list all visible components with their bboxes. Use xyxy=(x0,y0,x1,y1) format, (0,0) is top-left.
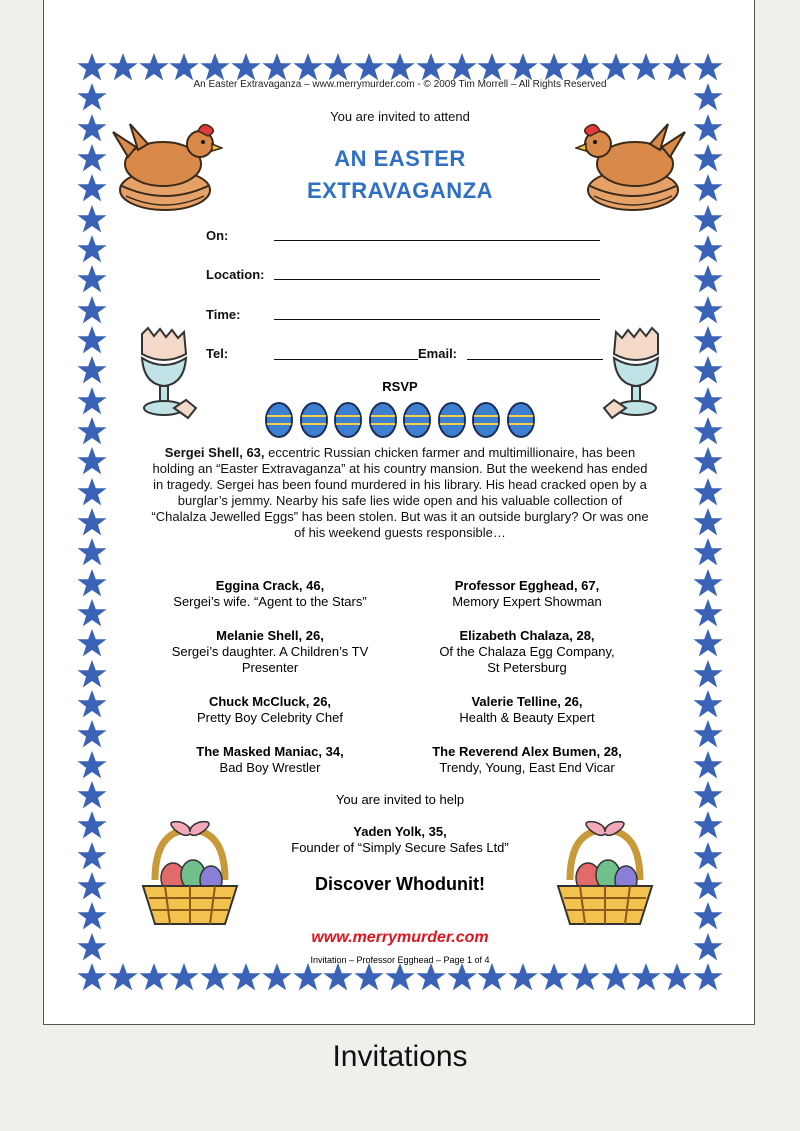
star-icon xyxy=(631,962,661,992)
star-icon xyxy=(508,52,538,82)
character-card xyxy=(140,694,400,726)
star-icon xyxy=(693,537,723,567)
star-icon xyxy=(693,295,723,325)
on-field xyxy=(274,240,600,241)
star-icon xyxy=(77,750,107,780)
star-icon xyxy=(662,962,692,992)
star-icon xyxy=(77,628,107,658)
star-icon xyxy=(693,568,723,598)
star-icon xyxy=(416,52,446,82)
egg-cup-left-image xyxy=(128,326,200,426)
jewelled-egg-icon xyxy=(368,400,398,438)
email-field xyxy=(467,359,603,360)
character-desc: Memory Expert Showman xyxy=(452,594,602,609)
character-name: Elizabeth Chalaza, 28, xyxy=(459,628,595,643)
character-card xyxy=(397,744,657,776)
star-icon xyxy=(108,52,138,82)
star-icon xyxy=(693,204,723,234)
jewelled-egg-icon xyxy=(506,400,536,438)
star-icon xyxy=(77,295,107,325)
hen-in-nest-right-image xyxy=(575,102,690,214)
star-icon xyxy=(662,52,692,82)
character-card xyxy=(140,578,400,610)
star-icon xyxy=(77,537,107,567)
star-icon xyxy=(77,780,107,810)
star-icon xyxy=(693,477,723,507)
character-desc: Trendy, Young, East End Vicar xyxy=(439,760,615,775)
star-icon xyxy=(693,416,723,446)
star-icon xyxy=(169,962,199,992)
star-icon xyxy=(77,810,107,840)
star-icon xyxy=(77,477,107,507)
character-name: The Reverend Alex Bumen, 28, xyxy=(432,744,622,759)
jewelled-egg-icon xyxy=(333,400,363,438)
star-icon xyxy=(570,52,600,82)
star-icon xyxy=(693,659,723,689)
character-name: Professor Egghead, 67, xyxy=(454,578,600,593)
title-line-1: AN EASTER xyxy=(334,146,466,171)
victim-name: Sergei Shell, 63, xyxy=(164,445,265,460)
star-icon xyxy=(693,143,723,173)
easter-basket-right-image xyxy=(550,820,660,930)
character-card xyxy=(397,578,657,610)
star-icon xyxy=(693,750,723,780)
star-icon xyxy=(693,234,723,264)
star-icon xyxy=(77,446,107,476)
helper-desc: Founder of “Simply Secure Safes Ltd” xyxy=(291,840,509,855)
story-paragraph xyxy=(150,445,650,541)
star-icon xyxy=(77,871,107,901)
jewelled-egg-icon xyxy=(437,400,467,438)
star-icon xyxy=(200,52,230,82)
character-desc: Of the Chalaza Egg Company, St Petersburg xyxy=(439,644,615,675)
star-icon xyxy=(385,52,415,82)
star-icon xyxy=(693,901,723,931)
character-card xyxy=(140,628,400,676)
tel-field xyxy=(274,359,418,360)
character-name: The Masked Maniac, 34, xyxy=(196,744,344,759)
helper-name: Yaden Yolk, 35, xyxy=(353,824,447,839)
time-label: Time: xyxy=(206,307,241,322)
star-icon xyxy=(693,719,723,749)
location-field xyxy=(274,279,600,280)
star-icon xyxy=(477,962,507,992)
star-icon xyxy=(693,507,723,537)
star-icon xyxy=(200,962,230,992)
website-link[interactable]: www.merrymurder.com xyxy=(311,929,489,946)
star-icon xyxy=(77,962,107,992)
star-icon xyxy=(231,962,261,992)
character-name: Eggina Crack, 46, xyxy=(215,578,325,593)
star-icon xyxy=(323,962,353,992)
star-icon xyxy=(169,52,199,82)
invitation-title xyxy=(230,143,570,207)
star-icon xyxy=(293,962,323,992)
star-icon xyxy=(77,234,107,264)
star-icon xyxy=(139,962,169,992)
star-icon xyxy=(77,325,107,355)
star-icon xyxy=(601,52,631,82)
star-icon xyxy=(139,52,169,82)
star-icon xyxy=(693,598,723,628)
character-card xyxy=(397,628,657,676)
star-icon xyxy=(601,962,631,992)
star-icon xyxy=(693,841,723,871)
star-icon xyxy=(416,962,446,992)
time-field xyxy=(274,319,600,320)
character-desc: Health & Beauty Expert xyxy=(459,710,595,725)
discover-whodunit: Discover Whodunit! xyxy=(315,874,485,894)
star-icon xyxy=(77,52,107,82)
star-icon xyxy=(447,52,477,82)
helper-card xyxy=(250,824,550,856)
star-icon xyxy=(77,659,107,689)
star-icon xyxy=(354,962,384,992)
character-desc: Sergei’s daughter. A Children’s TV Presenter xyxy=(171,644,369,675)
star-icon xyxy=(693,173,723,203)
egg-cup-right-image xyxy=(600,326,672,426)
star-icon xyxy=(385,962,415,992)
star-icon xyxy=(447,962,477,992)
email-label: Email: xyxy=(418,346,458,361)
star-icon xyxy=(77,386,107,416)
star-icon xyxy=(693,689,723,719)
rsvp-label: RSVP xyxy=(382,379,418,394)
star-icon xyxy=(262,962,292,992)
star-icon xyxy=(77,173,107,203)
star-icon xyxy=(354,52,384,82)
character-name: Chuck McCluck, 26, xyxy=(208,694,332,709)
star-icon xyxy=(508,962,538,992)
star-icon xyxy=(693,871,723,901)
title-line-2: EXTRAVAGANZA xyxy=(306,178,494,203)
jewelled-egg-icon xyxy=(299,400,329,438)
star-icon xyxy=(77,841,107,871)
star-icon xyxy=(77,568,107,598)
star-icon xyxy=(539,52,569,82)
star-icon xyxy=(77,204,107,234)
star-icon xyxy=(77,355,107,385)
star-icon xyxy=(77,598,107,628)
star-icon xyxy=(77,113,107,143)
star-icon xyxy=(77,264,107,294)
star-icon xyxy=(77,143,107,173)
character-desc: Sergei’s wife. “Agent to the Stars” xyxy=(173,594,367,609)
star-icon xyxy=(262,52,292,82)
jewelled-egg-icon xyxy=(264,400,294,438)
page-footer: Invitation – Professor Egghead – Page 1 of 4 xyxy=(310,955,490,965)
easter-basket-left-image xyxy=(135,820,245,930)
star-icon xyxy=(77,507,107,537)
invited-to-attend: You are invited to attend xyxy=(330,109,470,124)
story-text: eccentric Russian chicken farmer and multimillionaire, has been holding an “Easter Extravaganza” at his country mansion. But the weekend has ended in tragedy. Sergei has been found murdered in his library. His head cracked open by a burglar’s jemmy. Nearby his safe lies wide open and his valuable collection of “Chalalza Jewelled Eggs” has been stolen. But was it an outside burglary? Or was one of his weekend guests responsible… xyxy=(151,445,649,540)
star-icon xyxy=(693,264,723,294)
star-icon xyxy=(570,962,600,992)
star-icon xyxy=(77,901,107,931)
copyright-line: An Easter Extravaganza – www.merrymurder.com - © 2009 Tim Morrell – All Rights Reserved xyxy=(193,79,607,90)
star-icon xyxy=(693,932,723,962)
star-icon xyxy=(693,325,723,355)
tel-label: Tel: xyxy=(206,346,229,361)
on-label: On: xyxy=(206,228,229,243)
character-name: Valerie Telline, 26, xyxy=(471,694,583,709)
star-icon xyxy=(631,52,661,82)
star-icon xyxy=(693,962,723,992)
star-icon xyxy=(323,52,353,82)
character-name: Melanie Shell, 26, xyxy=(216,628,324,643)
jewelled-egg-icon xyxy=(402,400,432,438)
star-icon xyxy=(77,689,107,719)
star-icon xyxy=(77,416,107,446)
character-desc: Pretty Boy Celebrity Chef xyxy=(197,710,343,725)
invited-to-help: You are invited to help xyxy=(335,792,465,807)
star-icon xyxy=(539,962,569,992)
star-icon xyxy=(108,962,138,992)
character-card xyxy=(397,694,657,726)
decorative-egg-row xyxy=(264,400,536,440)
star-icon xyxy=(693,386,723,416)
star-icon xyxy=(693,113,723,143)
hen-in-nest-left-image xyxy=(108,102,223,214)
star-icon xyxy=(77,932,107,962)
star-icon xyxy=(231,52,261,82)
star-icon xyxy=(693,446,723,476)
caption: Invitations xyxy=(332,1040,468,1073)
location-label: Location: xyxy=(206,267,265,282)
star-icon xyxy=(693,628,723,658)
star-icon xyxy=(693,52,723,82)
star-icon xyxy=(293,52,323,82)
star-icon xyxy=(693,780,723,810)
star-icon xyxy=(693,355,723,385)
star-icon xyxy=(693,810,723,840)
star-icon xyxy=(477,52,507,82)
character-card xyxy=(140,744,400,776)
jewelled-egg-icon xyxy=(471,400,501,438)
star-icon xyxy=(77,719,107,749)
character-desc: Bad Boy Wrestler xyxy=(219,760,321,775)
